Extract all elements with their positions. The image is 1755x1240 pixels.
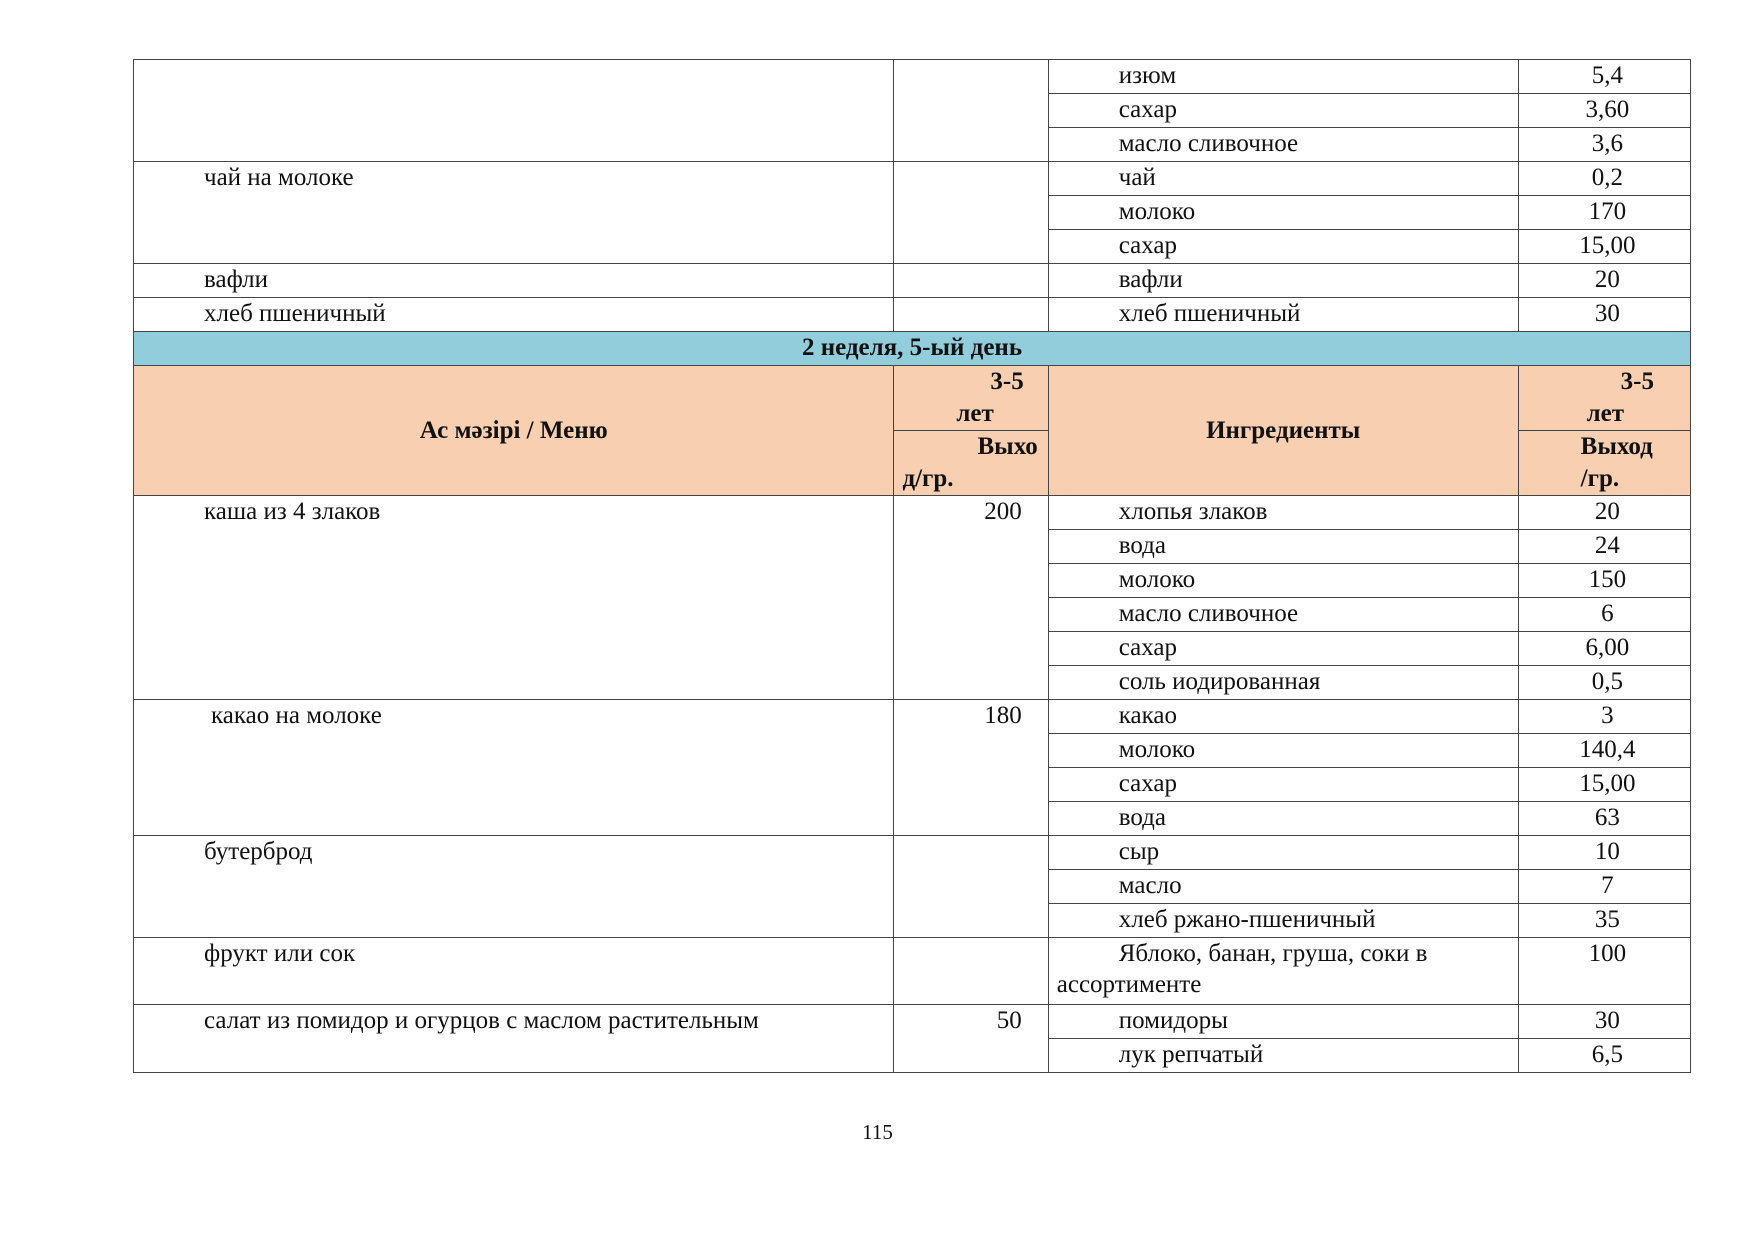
qty-cell: 15,00 (1518, 230, 1690, 264)
qty-cell: 0,2 (1518, 162, 1690, 196)
ingredient-cell: сыр (1048, 836, 1518, 870)
qty-cell: 10 (1518, 836, 1690, 870)
ingredient-cell: изюм (1048, 60, 1518, 94)
menu-table (133, 59, 1691, 1073)
ingredient-cell: сахар (1048, 94, 1518, 128)
table-row (134, 162, 1691, 196)
ingredient-cell: сахар (1048, 768, 1518, 802)
header-output-left-line1: Выхо (977, 433, 1038, 460)
ingredient-line: Яблоко, банан, груша, соки в (1118, 940, 1428, 967)
ingredient-cell: хлеб ржано-пшеничный (1048, 904, 1518, 938)
ingredient-cell: сахар (1048, 230, 1518, 264)
qty-cell: 150 (1518, 564, 1690, 598)
dish-cell: каша из 4 злаков (134, 496, 894, 700)
dish-cell: фрукт или сок (134, 938, 894, 1005)
ingredient-cell: хлопья злаков (1048, 496, 1518, 530)
ingredient-cell: вода (1048, 530, 1518, 564)
ingredient-cell: хлеб пшеничный (1048, 298, 1518, 332)
ingredient-cell: лук репчатый (1048, 1039, 1518, 1073)
qty-cell: 6 (1518, 598, 1690, 632)
dish-cell: вафли (134, 264, 894, 298)
header-output-left (894, 431, 1048, 496)
header-output-left-line2: д/гр. (902, 465, 954, 492)
table-row (134, 60, 1691, 94)
ingredient-cell: масло (1048, 870, 1518, 904)
yield-cell (894, 60, 1048, 162)
yield-cell: 200 (894, 496, 1048, 700)
dish-cell: бутерброд (134, 836, 894, 938)
qty-cell: 24 (1518, 530, 1690, 564)
header-age-left-unit: лет (956, 400, 994, 427)
yield-cell: 180 (894, 700, 1048, 836)
yield-cell (894, 162, 1048, 264)
ingredient-cell: вафли (1048, 264, 1518, 298)
day-title-row (134, 332, 1691, 366)
header-output-right (1518, 431, 1690, 496)
dish-cell: чай на молоке (134, 162, 894, 264)
header-output-right-line1: Выход (1580, 433, 1653, 460)
dish-cell: какао на молоке (134, 700, 894, 836)
header-age-right-value: 3-5 (1620, 368, 1654, 395)
yield-cell (894, 836, 1048, 938)
ingredient-line: ассортименте (1056, 971, 1202, 998)
ingredient-cell (1048, 938, 1518, 1005)
qty-cell: 35 (1518, 904, 1690, 938)
qty-cell: 100 (1518, 938, 1690, 1005)
qty-cell: 20 (1518, 496, 1690, 530)
ingredient-cell: чай (1048, 162, 1518, 196)
table-row (134, 496, 1691, 530)
qty-cell: 140,4 (1518, 734, 1690, 768)
qty-cell: 7 (1518, 870, 1690, 904)
qty-cell: 15,00 (1518, 768, 1690, 802)
qty-cell: 0,5 (1518, 666, 1690, 700)
yield-cell (894, 264, 1048, 298)
ingredient-cell: молоко (1048, 564, 1518, 598)
table-row (134, 938, 1691, 1005)
ingredient-cell: молоко (1048, 196, 1518, 230)
header-row (134, 366, 1691, 431)
ingredient-cell: масло сливочное (1048, 598, 1518, 632)
qty-cell: 3 (1518, 700, 1690, 734)
table-row (134, 264, 1691, 298)
header-ingredients: Ингредиенты (1048, 366, 1518, 496)
ingredient-cell: соль иодированная (1048, 666, 1518, 700)
day-title: 2 неделя, 5-ый день (134, 332, 1691, 366)
table-row (134, 1005, 1691, 1039)
ingredient-cell: молоко (1048, 734, 1518, 768)
qty-cell: 5,4 (1518, 60, 1690, 94)
qty-cell: 3,6 (1518, 128, 1690, 162)
dish-cell: хлеб пшеничный (134, 298, 894, 332)
qty-cell: 3,60 (1518, 94, 1690, 128)
qty-cell: 6,5 (1518, 1039, 1690, 1073)
dish-cell (134, 60, 894, 162)
table-row (134, 298, 1691, 332)
qty-cell: 6,00 (1518, 632, 1690, 666)
header-age-right (1518, 366, 1690, 431)
header-menu: Ас мәзірі / Меню (134, 366, 894, 496)
qty-cell: 30 (1518, 1005, 1690, 1039)
qty-cell: 30 (1518, 298, 1690, 332)
yield-cell (894, 298, 1048, 332)
dish-cell: салат из помидор и огурцов с маслом растительным (134, 1005, 894, 1073)
ingredient-cell: какао (1048, 700, 1518, 734)
qty-cell: 20 (1518, 264, 1690, 298)
table-row (134, 836, 1691, 870)
header-output-right-line2: /гр. (1580, 465, 1620, 492)
yield-cell: 50 (894, 1005, 1048, 1073)
ingredient-cell: вода (1048, 802, 1518, 836)
qty-cell: 170 (1518, 196, 1690, 230)
header-age-left (894, 366, 1048, 431)
yield-cell (894, 938, 1048, 1005)
ingredient-cell: помидоры (1048, 1005, 1518, 1039)
table-row (134, 700, 1691, 734)
ingredient-cell: масло сливочное (1048, 128, 1518, 162)
header-age-left-value: 3-5 (990, 368, 1024, 395)
qty-cell: 63 (1518, 802, 1690, 836)
page-number: 115 (862, 1120, 893, 1144)
header-age-right-unit: лет (1586, 400, 1624, 427)
ingredient-cell: сахар (1048, 632, 1518, 666)
